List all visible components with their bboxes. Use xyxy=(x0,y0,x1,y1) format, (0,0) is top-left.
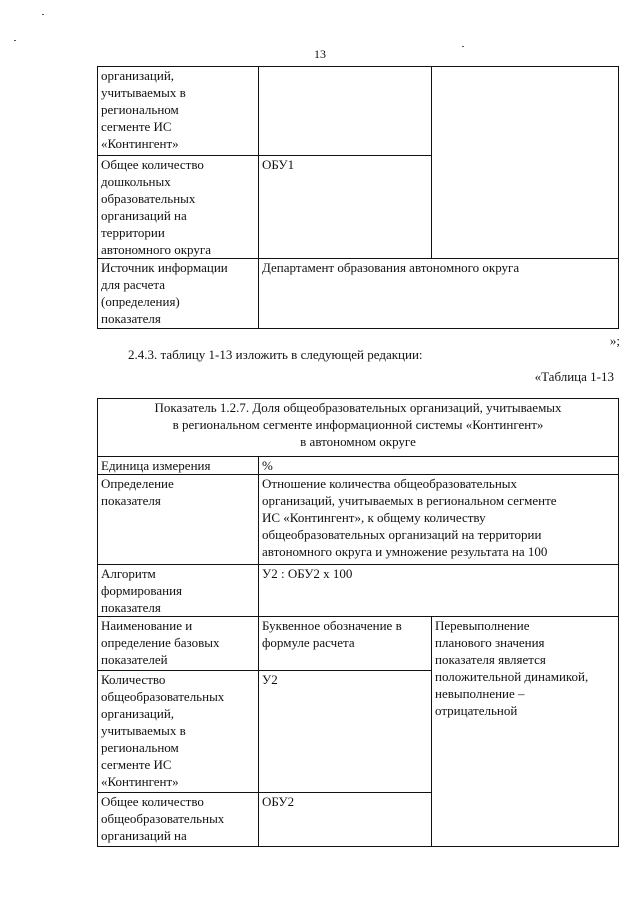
unit-value: % xyxy=(259,457,619,475)
definition-label: Определение показателя xyxy=(98,475,259,565)
letter-designation: ОБУ1 xyxy=(259,156,432,259)
table-row xyxy=(98,475,619,565)
table-row xyxy=(98,617,619,671)
definition-value: Отношение количества общеобразовательных организаций, учитываемых в региональном сегменте ИС «Контингент», к общему количеству общеобразовательных организаций на территории автономного округа и умножение результата на 100 xyxy=(259,475,619,565)
info-source-label: Источник информации для расчета (определения) показателя xyxy=(98,259,259,329)
base-indicators-header: Наименование и определение базовых показателей xyxy=(98,617,259,671)
table-row xyxy=(98,565,619,617)
scan-speck xyxy=(42,14,44,15)
amendment-paragraph: 2.4.3. таблицу 1-13 изложить в следующей редакции: xyxy=(128,347,423,362)
indicator-table-continued xyxy=(97,66,619,329)
base-indicator-name: организаций, учитываемых в региональном сегменте ИС «Контингент» xyxy=(98,67,259,156)
letter-designation: У2 xyxy=(259,671,432,793)
unit-label: Единица измерения xyxy=(98,457,259,475)
page-number: 13 xyxy=(314,47,326,61)
table-row xyxy=(98,457,619,475)
base-indicator-name: Общее количество дошкольных образовательных организаций на территории автономного округа xyxy=(98,156,259,259)
dynamics-note: Перевыполнение планового значения показателя является положительной динамикой, невыполнение – отрицательной xyxy=(432,617,619,847)
scan-speck xyxy=(14,40,16,41)
algorithm-label: Алгоритм формирования показателя xyxy=(98,565,259,617)
table-row xyxy=(98,67,619,156)
closing-quote: »; xyxy=(609,333,620,348)
table-caption: «Таблица 1-13 xyxy=(534,369,614,384)
letter-designation xyxy=(259,67,432,156)
base-indicator-name: Общее количество общеобразовательных организаций на xyxy=(98,793,259,847)
letter-designation: ОБУ2 xyxy=(259,793,432,847)
letter-designation-header: Буквенное обозначение в формуле расчета xyxy=(259,617,432,671)
indicator-table xyxy=(97,398,619,847)
base-indicator-name: Количество общеобразовательных организаций, учитываемых в региональном сегменте ИС «Контингент» xyxy=(98,671,259,793)
table-row xyxy=(98,399,619,457)
algorithm-value: У2 : ОБУ2 х 100 xyxy=(259,565,619,617)
empty-cell xyxy=(432,67,619,259)
table-row xyxy=(98,259,619,329)
indicator-title: Показатель 1.2.7. Доля общеобразовательных организаций, учитываемых в региональном сегменте информационной системы «Контингент» в автономном округе xyxy=(98,399,619,457)
info-source-value: Департамент образования автономного округа xyxy=(259,259,619,329)
